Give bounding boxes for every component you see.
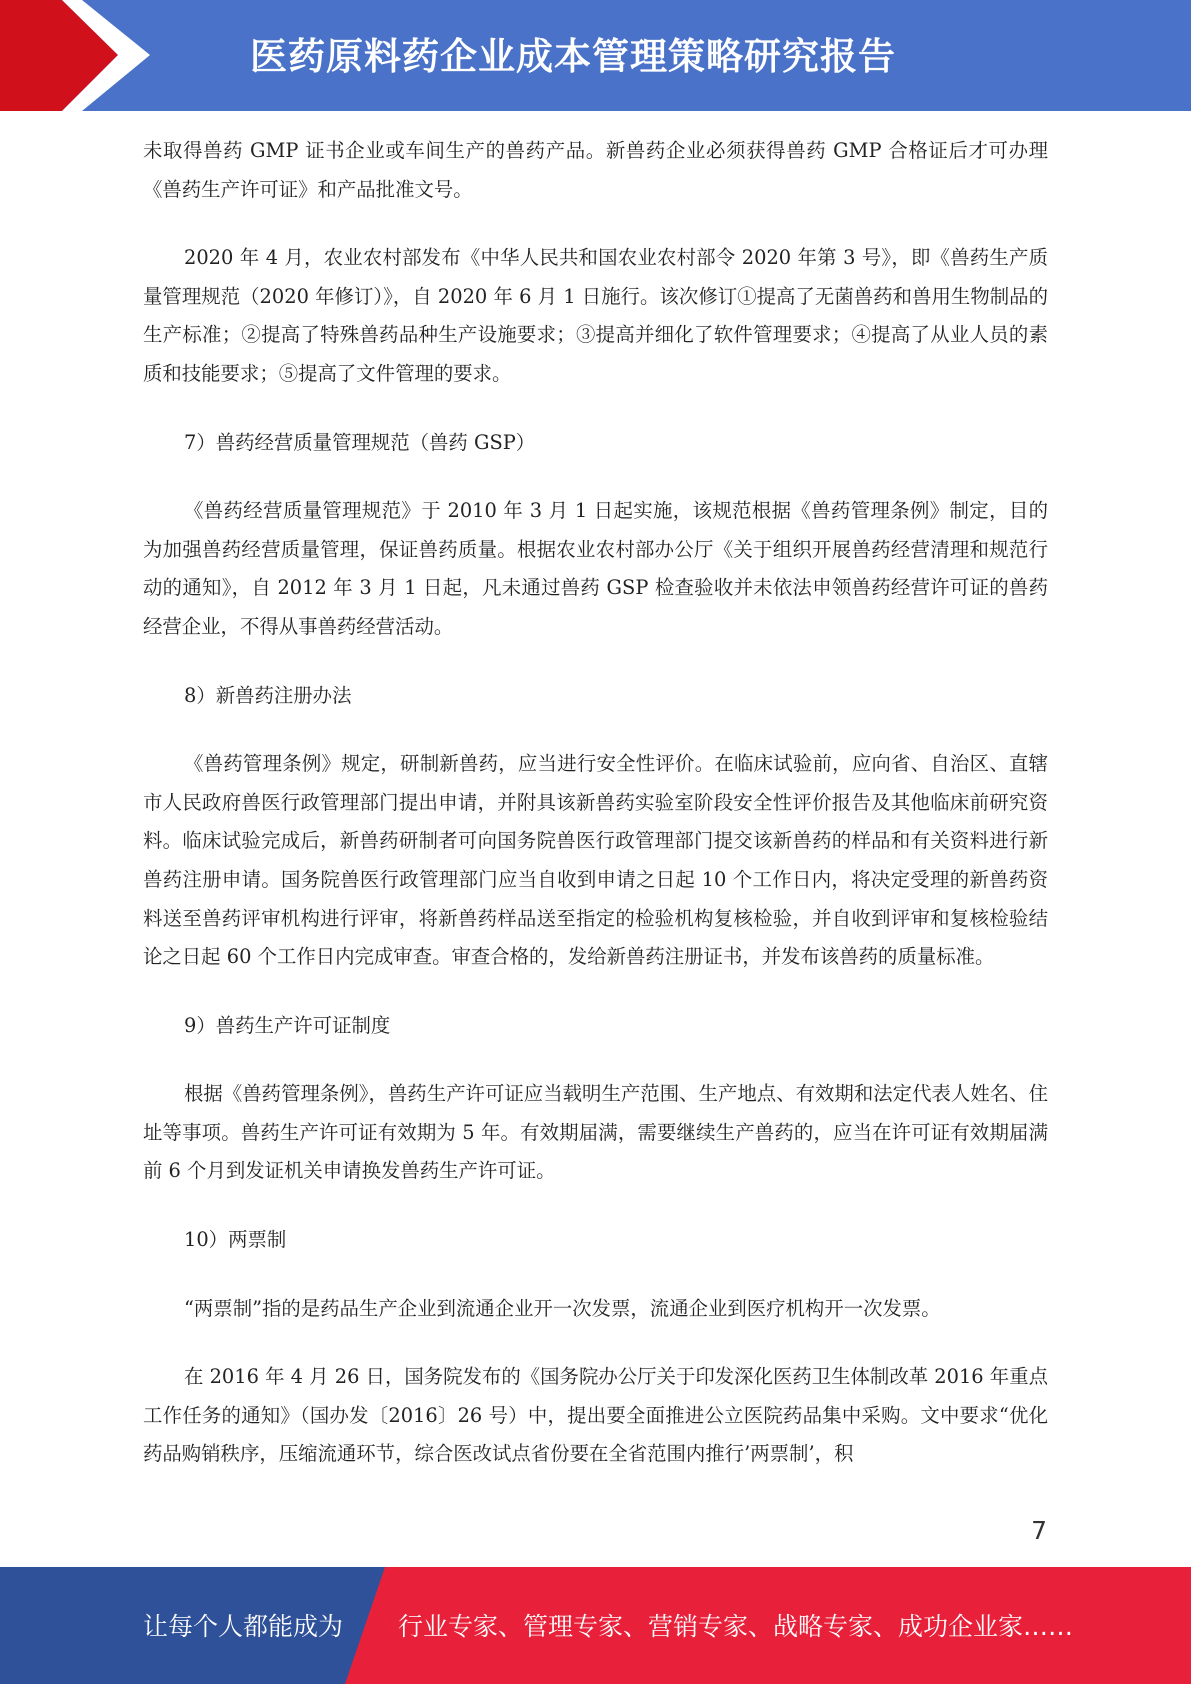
paragraph: 根据《兽药管理条例》，兽药生产许可证应当载明生产范围、生产地点、有效期和法定代表人姓名、住址等事项。兽药生产许可证有效期为 5 年。有效期届满，需要继续生产兽药的，应当在许可证有效期届满前 6 个月到发证机关申请换发兽药生产许可证。 — [143, 1082, 1048, 1183]
paragraph: 在 2016 年 4 月 26 日，国务院发布的《国务院办公厅关于印发深化医药卫生体制改革 2016 年重点工作任务的通知》（国办发〔2016〕26 号）中，提出要全面推进公立医院药品集中采购。文中要求“优化药品购销秩序，压缩流通环节，综合医改试点省份要在全省范围内推行’两票制’，积 — [143, 1365, 1048, 1466]
paragraph: 《兽药经营质量管理规范》于 2010 年 3 月 1 日起实施，该规范根据《兽药管理条例》制定，目的为加强兽药经营质量管理，保证兽药质量。根据农业农村部办公厅《关于组织开展兽药经营清理和规范行动的通知》，自 2012 年 3 月 1 日起，凡未通过兽药 GSP 检查验收并未依法申领兽药经营许可证的兽药经营企业，不得从事兽药经营活动。 — [143, 499, 1048, 638]
section-heading-7: 7）兽药经营质量管理规范（兽药 GSP） — [184, 430, 536, 454]
page-header — [0, 0, 1191, 111]
section-heading-8: 8）新兽药注册办法 — [184, 683, 352, 707]
section-heading-9: 9）兽药生产许可证制度 — [184, 1013, 391, 1037]
report-title: 医药原料药企业成本管理策略研究报告 — [250, 35, 896, 78]
paragraph: 未取得兽药 GMP 证书企业或车间生产的兽药产品。新兽药企业必须获得兽药 GMP 合格证后才可办理《兽药生产许可证》和产品批准文号。 — [143, 139, 1048, 201]
paragraph: 2020 年 4 月，农业农村部发布《中华人民共和国农业农村部令 2020 年第 3 号》，即《兽药生产质量管理规范（2020 年修订）》，自 2020 年 6 月 1 日施行。该次修订①提高了无菌兽药和兽用生物制品的生产标准；②提高了特殊兽药品种生产设施要求；③提高并细化了软件管理要求；④提高了从业人员的素质和技能要求；⑤提高了文件管理的要求。 — [143, 246, 1048, 385]
page-footer — [0, 1567, 1191, 1684]
footer-slogan-right: 行业专家、管理专家、营销专家、战略专家、成功企业家…… — [398, 1612, 1074, 1641]
red-chevron-logo — [0, 0, 160, 111]
paragraph: “两票制”指的是药品生产企业到流通企业开一次发票，流通企业到医疗机构开一次发票。 — [184, 1296, 941, 1320]
footer-slogan-left: 让每个人都能成为 — [143, 1612, 344, 1641]
page-number: 7 — [1031, 1516, 1047, 1545]
section-heading-10: 10）两票制 — [184, 1228, 287, 1252]
document-body — [143, 132, 1048, 1474]
paragraph: 《兽药管理条例》规定，研制新兽药，应当进行安全性评价。在临床试验前，应向省、自治区、直辖市人民政府兽医行政管理部门提出申请，并附具该新兽药实验室阶段安全性评价报告及其他临床前研究资料。临床试验完成后，新兽药研制者可向国务院兽医行政管理部门提交该新兽药的样品和有关资料进行新兽药注册申请。国务院兽医行政管理部门应当自收到申请之日起 10 个工作日内，将决定受理的新兽药资料送至兽药评审机构进行评审，将新兽药样品送至指定的检验机构复核检验，并自收到评审和复核检验结论之日起 60 个工作日内完成审查。审查合格的，发给新兽药注册证书，并发布该兽药的质量标准。 — [143, 752, 1048, 969]
